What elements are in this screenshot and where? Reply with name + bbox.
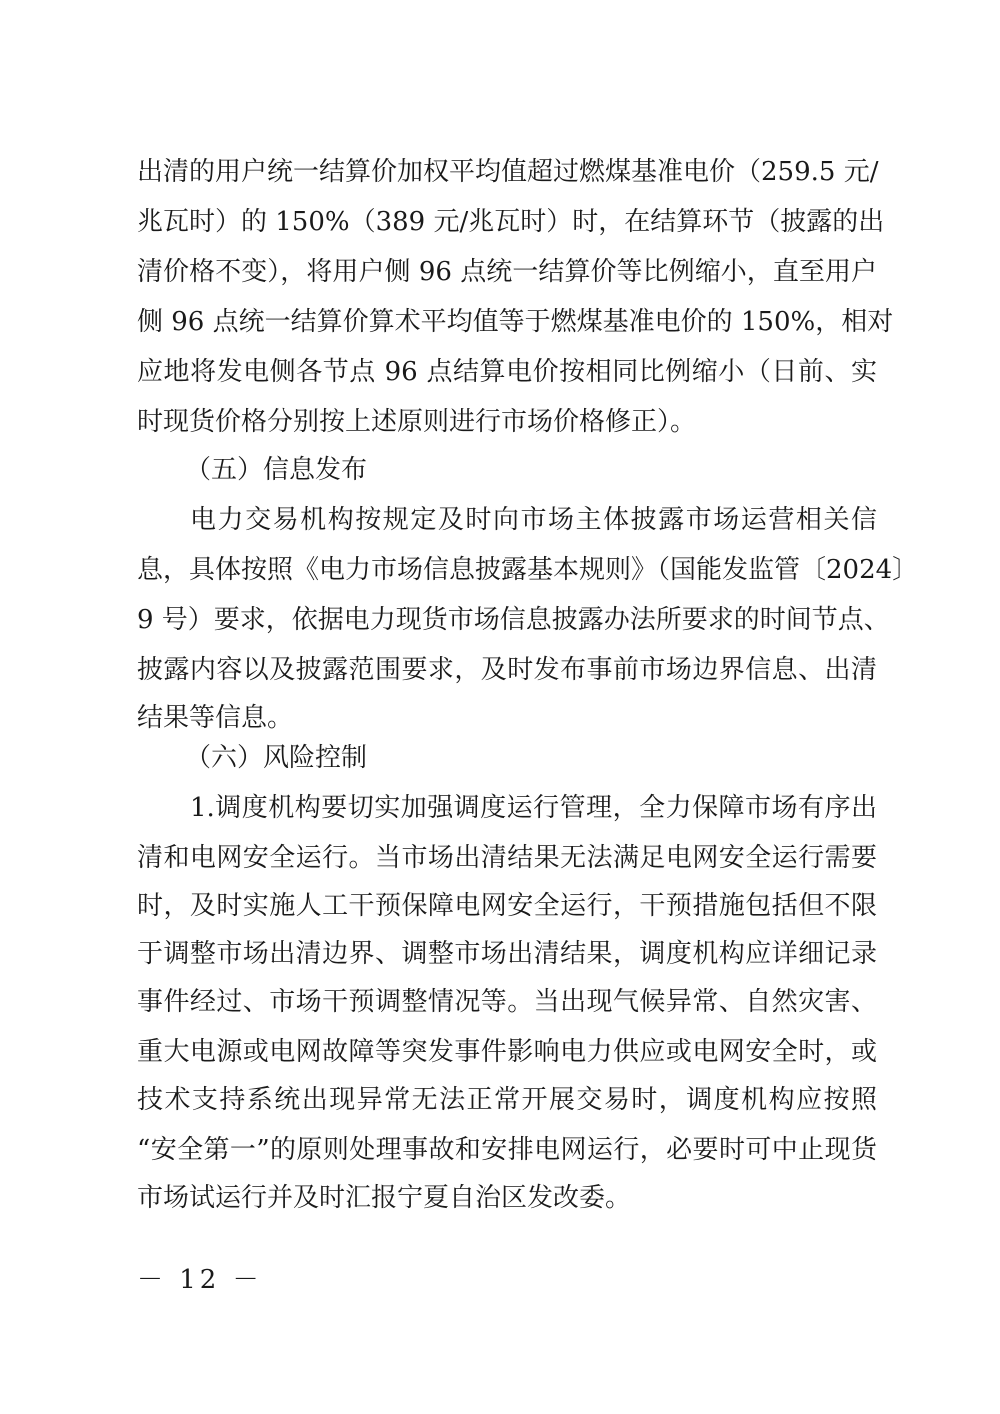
body-line: 应地将发电侧各节点 96 点结算电价按相同比例缩小（日前、实 xyxy=(137,357,877,387)
body-line: “安全第一”的原则处理事故和安排电网运行，必要时可中止现货 xyxy=(137,1135,877,1165)
body-line: 息，具体按照《电力市场信息披露基本规则》（国能发监管〔2024〕 xyxy=(137,555,919,585)
body-line: 清价格不变），将用户侧 96 点统一结算价等比例缩小，直至用户 xyxy=(137,257,877,287)
body-line: 时现货价格分别按上述原则进行市场价格修正）。 xyxy=(137,407,697,437)
body-line: 重大电源或电网故障等突发事件影响电力供应或电网安全时，或 xyxy=(137,1037,877,1067)
body-line: 兆瓦时）的 150%（389 元/兆瓦时）时，在结算环节（披露的出 xyxy=(137,207,885,237)
body-line: 出清的用户统一结算价加权平均值超过燃煤基准电价（259.5 元/ xyxy=(137,157,879,187)
body-line: 披露内容以及披露范围要求，及时发布事前市场边界信息、出清 xyxy=(137,655,877,685)
body-line: 1.调度机构要切实加强调度运行管理，全力保障市场有序出 xyxy=(190,793,877,823)
body-line: 清和电网安全运行。当市场出清结果无法满足电网安全运行需要 xyxy=(137,843,877,873)
body-line: 于调整市场出清边界、调整市场出清结果，调度机构应详细记录 xyxy=(137,939,877,969)
page-number: － 12 － xyxy=(137,1265,263,1295)
body-line: 侧 96 点统一结算价算术平均值等于燃煤基准电价的 150%，相对 xyxy=(137,307,894,337)
body-line: 9 号）要求，依据电力现货市场信息披露办法所要求的时间节点、 xyxy=(137,605,890,635)
section-heading-6: （六）风险控制 xyxy=(185,743,368,773)
body-line: 结果等信息。 xyxy=(137,703,294,733)
body-line: 事件经过、市场干预调整情况等。当出现气候异常、自然灾害、 xyxy=(137,987,877,1017)
section-heading-5: （五）信息发布 xyxy=(185,455,368,485)
body-line: 市场试运行并及时汇报宁夏自治区发改委。 xyxy=(137,1183,632,1213)
body-line: 技术支持系统出现异常无法正常开展交易时，调度机构应按照 xyxy=(137,1085,877,1115)
body-line: 电力交易机构按规定及时向市场主体披露市场运营相关信 xyxy=(190,505,877,535)
body-line: 时，及时实施人工干预保障电网安全运行，干预措施包括但不限 xyxy=(137,891,877,921)
